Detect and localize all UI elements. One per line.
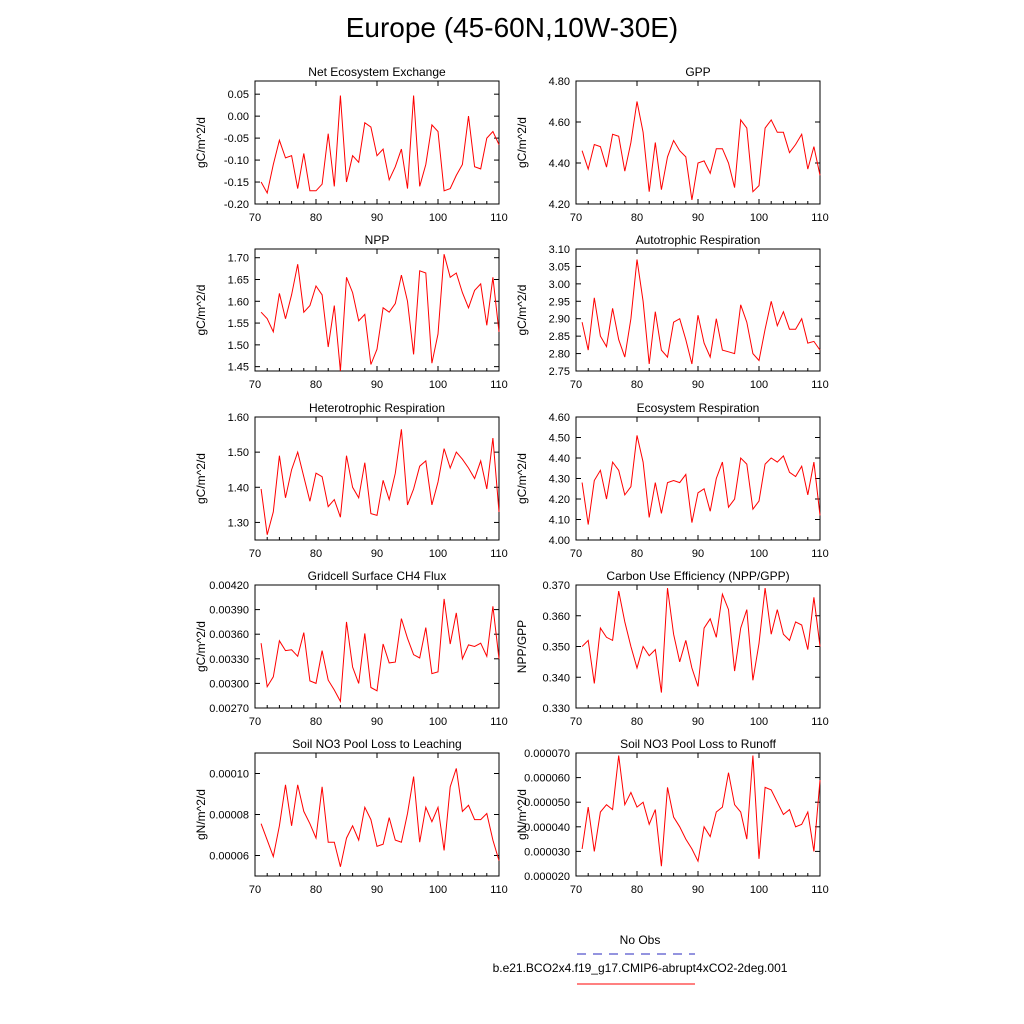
panel-1-series-line: [261, 96, 499, 194]
panel-3-xtick-label: 70: [248, 379, 262, 391]
panel-1-title: Net Ecosystem Exchange: [308, 65, 446, 79]
main-title: Europe (45-60N,10W-30E): [345, 12, 679, 43]
panel-2-xtick-label: 110: [811, 212, 829, 224]
panel-3-xtick-label: 100: [428, 379, 448, 391]
panel-4-ytick-label: 3.00: [548, 278, 570, 291]
panel-10-ytick-label: 0.000030: [524, 846, 570, 859]
panel-1-xtick-label: 70: [248, 212, 262, 224]
panel-9-xtick-label: 70: [248, 884, 262, 896]
panel-10-xtick-label: 100: [749, 884, 769, 896]
panel-6-title: Ecosystem Respiration: [636, 401, 760, 415]
panel-8-ylabel: NPP/GPP: [515, 619, 529, 674]
panel-10-xtick-label: 90: [691, 884, 705, 896]
panel-6-ytick-label: 4.40: [548, 453, 570, 465]
panel-8-ytick-label: 0.330: [542, 703, 570, 715]
panel-5-series-line: [261, 429, 499, 534]
panel-6-xtick-label: 90: [691, 548, 705, 560]
panel-4-xtick-label: 110: [811, 379, 829, 391]
panel-3-ytick-label: 1.55: [227, 318, 249, 331]
panel-1-ylabel: gC/m^2/d: [194, 117, 208, 168]
panel-5-ytick-label: 1.60: [227, 412, 249, 424]
panel-7-xtick-label: 90: [370, 716, 384, 728]
panel-6-ytick-label: 4.10: [548, 514, 570, 527]
panel-5-xtick-label: 100: [428, 548, 448, 560]
panel-6-xtick-label: 80: [630, 548, 644, 560]
panel-5-frame: [255, 417, 499, 540]
panel-4-ytick-label: 2.90: [548, 313, 570, 326]
panel-7-series-line: [261, 599, 499, 702]
panel-5-xtick-label: 70: [248, 548, 262, 560]
panel-7-ytick-label: 0.00300: [209, 678, 249, 691]
panel-3-xtick-label: 110: [490, 379, 508, 391]
panel-10-ytick-label: 0.000040: [524, 821, 570, 834]
panel-4-ylabel: gC/m^2/d: [515, 284, 529, 336]
panel-7-title: Gridcell Surface CH4 Flux: [307, 569, 447, 583]
panel-1-frame: [255, 81, 499, 204]
panel-2-ytick-label: 4.40: [548, 158, 570, 170]
panel-8-xtick-label: 90: [691, 716, 705, 728]
panel-1-ytick-label: 0.00: [227, 111, 249, 124]
panel-9-ylabel: gN/m^2/d: [194, 789, 208, 840]
panel-5-xtick-label: 110: [490, 548, 508, 560]
panel-9-ytick-label: 0.00006: [209, 850, 249, 863]
panel-6-xtick-label: 70: [569, 548, 583, 560]
panel-9-series-line: [261, 768, 499, 866]
panel-7-xtick-label: 70: [248, 716, 262, 728]
panel-6-xtick-label: 110: [811, 548, 829, 560]
panel-2-ytick-label: 4.60: [548, 117, 570, 129]
panel-3-ylabel: gC/m^2/d: [194, 284, 208, 336]
panel-2-xtick-label: 90: [691, 212, 705, 224]
panel-8-ytick-label: 0.340: [542, 672, 570, 685]
panel-5-ytick-label: 1.30: [227, 517, 249, 530]
panel-7-ytick-label: 0.00270: [209, 703, 249, 715]
panel-7-xtick-label: 100: [428, 716, 448, 728]
panel-4-xtick-label: 90: [691, 379, 705, 391]
panel-7-ylabel: gC/m^2/d: [194, 621, 208, 672]
panel-8-ytick-label: 0.370: [542, 580, 570, 592]
panel-6-ylabel: gC/m^2/d: [515, 453, 529, 504]
panel-7-xtick-label: 80: [309, 716, 323, 728]
panel-2-ytick-label: 4.80: [548, 76, 570, 88]
panel-2-series-line: [582, 102, 820, 200]
panel-6-series-line: [582, 435, 820, 524]
panel-9-xtick-label: 90: [370, 884, 384, 896]
panel-6-frame: [576, 417, 820, 540]
panel-5-title: Heterotrophic Respiration: [308, 401, 446, 415]
panel-2-xtick-label: 100: [749, 212, 769, 224]
panel-8-xtick-label: 110: [811, 716, 829, 728]
panel-9-title: Soil NO3 Pool Loss to Leaching: [292, 737, 462, 751]
panel-6-ytick-label: 4.50: [548, 432, 570, 445]
panel-4-ytick-label: 3.10: [548, 244, 570, 256]
panel-4-ytick-label: 2.85: [548, 331, 570, 344]
panel-9-ytick-label: 0.00008: [209, 809, 249, 822]
panel-1-ytick-label: -0.05: [223, 133, 249, 146]
panel-3-series-line: [261, 254, 499, 371]
panel-9-xtick-label: 100: [428, 884, 448, 896]
panel-3-xtick-label: 80: [309, 379, 323, 391]
panel-10-title: Soil NO3 Pool Loss to Runoff: [620, 737, 776, 751]
panel-5-ytick-label: 1.40: [227, 482, 249, 495]
legend-obs: [440, 933, 840, 947]
panel-7-ytick-label: 0.00360: [209, 629, 249, 642]
panel-10-ytick-label: 0.000070: [524, 748, 570, 760]
panel-10-xtick-label: 70: [569, 884, 583, 896]
panel-9-xtick-label: 80: [309, 884, 323, 896]
legend-obs-label: No Obs: [619, 933, 661, 947]
panel-4-ytick-label: 2.95: [548, 296, 570, 309]
panel-1-xtick-label: 90: [370, 212, 384, 224]
panel-8-ytick-label: 0.360: [542, 610, 570, 623]
panel-6-ytick-label: 4.30: [548, 473, 570, 486]
panel-2-xtick-label: 70: [569, 212, 583, 224]
panel-3-ytick-label: 1.65: [227, 274, 249, 287]
panel-8-title: Carbon Use Efficiency (NPP/GPP): [606, 569, 790, 583]
panel-3-frame: [255, 249, 499, 371]
panel-6-ytick-label: 4.00: [548, 535, 570, 547]
panel-1-xtick-label: 110: [490, 212, 508, 224]
panel-3-title: NPP: [364, 233, 390, 247]
panel-10-xtick-label: 110: [811, 884, 829, 896]
panel-6-ytick-label: 4.20: [548, 494, 570, 506]
panel-2-frame: [576, 81, 820, 204]
panel-4-title: Autotrophic Respiration: [635, 233, 761, 247]
panel-4-xtick-label: 70: [569, 379, 583, 391]
panel-2-ylabel: gC/m^2/d: [515, 117, 529, 168]
panel-7-ytick-label: 0.00330: [209, 653, 249, 666]
legend-model: [440, 961, 840, 975]
panel-1-ytick-label: 0.05: [227, 89, 249, 102]
panel-3-xtick-label: 90: [370, 379, 384, 391]
panel-2-ytick-label: 4.20: [548, 199, 570, 211]
panel-4-ytick-label: 2.75: [548, 366, 570, 378]
panel-10-series-line: [582, 756, 820, 867]
panel-7-ytick-label: 0.00420: [209, 580, 249, 592]
panel-10-ytick-label: 0.000050: [524, 797, 570, 810]
legend-model-label: b.e21.BCO2x4.f19_g17.CMIP6-abrupt4xCO2-2deg.001: [492, 961, 788, 975]
panel-8-ytick-label: 0.350: [542, 641, 570, 654]
panel-4-series-line: [582, 260, 820, 365]
panel-3-ytick-label: 1.45: [227, 361, 249, 374]
panel-10-ytick-label: 0.000060: [524, 772, 570, 785]
panel-1-ytick-label: -0.10: [223, 155, 249, 168]
panel-10-ytick-label: 0.000020: [524, 871, 570, 883]
panel-3-ytick-label: 1.60: [227, 296, 249, 309]
panel-8-xtick-label: 80: [630, 716, 644, 728]
panel-1-ytick-label: -0.20: [223, 199, 249, 211]
panel-4-ytick-label: 3.05: [548, 261, 570, 274]
panel-2-xtick-label: 80: [630, 212, 644, 224]
panel-10-xtick-label: 80: [630, 884, 644, 896]
panel-8-xtick-label: 70: [569, 716, 583, 728]
panel-4-xtick-label: 100: [749, 379, 769, 391]
panel-4-ytick-label: 2.80: [548, 348, 570, 361]
panel-6-xtick-label: 100: [749, 548, 769, 560]
panel-5-xtick-label: 80: [309, 548, 323, 560]
panel-7-ytick-label: 0.00390: [209, 604, 249, 617]
panel-6-ytick-label: 4.60: [548, 412, 570, 424]
panel-3-ytick-label: 1.70: [227, 252, 249, 265]
panel-4-xtick-label: 80: [630, 379, 644, 391]
panel-3-ytick-label: 1.50: [227, 339, 249, 352]
panel-9-ytick-label: 0.00010: [209, 768, 249, 781]
panel-8-frame: [576, 585, 820, 708]
panel-8-xtick-label: 100: [749, 716, 769, 728]
panel-9-frame: [255, 753, 499, 876]
panel-1-xtick-label: 80: [309, 212, 323, 224]
panel-1-xtick-label: 100: [428, 212, 448, 224]
panel-5-ytick-label: 1.50: [227, 447, 249, 460]
panel-5-xtick-label: 90: [370, 548, 384, 560]
panel-2-title: GPP: [685, 65, 711, 79]
panel-9-xtick-label: 110: [490, 884, 508, 896]
panel-8-series-line: [582, 588, 820, 693]
panel-1-ytick-label: -0.15: [223, 177, 249, 190]
panel-10-ylabel: gN/m^2/d: [515, 789, 529, 840]
panel-5-ylabel: gC/m^2/d: [194, 453, 208, 504]
panel-7-xtick-label: 110: [490, 716, 508, 728]
